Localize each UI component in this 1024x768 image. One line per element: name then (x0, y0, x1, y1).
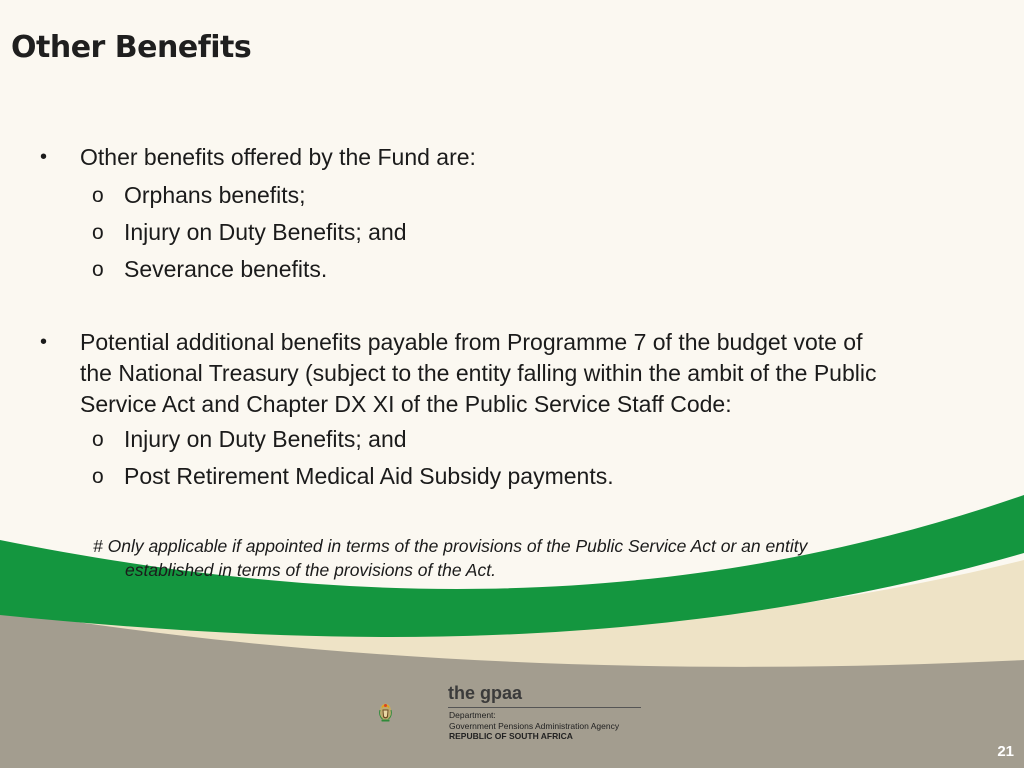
sub-bullet-marker: o (92, 428, 104, 451)
page-number: 21 (997, 743, 1014, 760)
bullet-2-line-2: the National Treasury (subject to the entity falling within the ambit of the Public (80, 360, 877, 386)
logo-divider (448, 707, 641, 708)
bullet-2-line-1: Potential additional benefits payable from Programme 7 of the budget vote of (80, 329, 863, 355)
sub-item-text: Post Retirement Medical Aid Subsidy payments. (124, 463, 614, 489)
list-item (40, 214, 990, 251)
bullet-2-subitems (40, 421, 990, 495)
list-item (40, 421, 990, 458)
sub-item-text: Severance benefits. (124, 256, 328, 282)
footnote-line-1: # Only applicable if appointed in terms of the provisions of the Public Service Act or an entity (93, 536, 808, 556)
bullet-marker: • (40, 146, 48, 168)
sub-bullet-marker: o (92, 221, 104, 244)
bullet-2-line-3: Service Act and Chapter DX XI of the Public Service Staff Code: (80, 391, 732, 417)
sub-bullet-marker: o (92, 465, 104, 488)
bullet-1-text (40, 142, 990, 173)
sub-item-text: Orphans benefits; (124, 182, 306, 208)
sub-item-text: Injury on Duty Benefits; and (124, 219, 407, 245)
footnote-line-2: established in terms of the provisions of the Act. (125, 560, 496, 580)
bullet-1-subitems (40, 177, 990, 288)
bullet-1-line-1: Other benefits offered by the Fund are: (80, 144, 476, 170)
department-block (449, 710, 619, 742)
sub-item-text: Injury on Duty Benefits; and (124, 426, 407, 452)
list-item (40, 251, 990, 288)
dept-label: Department: (449, 710, 496, 720)
country-text: REPUBLIC OF SOUTH AFRICA (449, 731, 573, 741)
sub-bullet-marker: o (92, 184, 104, 207)
bullet-2-text (40, 327, 990, 420)
footnote (93, 534, 943, 582)
slide-title: Other Benefits (11, 30, 252, 65)
bullet-1 (40, 142, 990, 288)
coat-of-arms-icon (378, 671, 448, 755)
bullet-marker: • (40, 331, 48, 353)
gpaa-logo-name: the gpaa (448, 683, 523, 703)
list-item (40, 177, 990, 214)
list-item (40, 458, 990, 495)
agency-name: Government Pensions Administration Agency (449, 720, 620, 731)
bullet-2 (40, 327, 990, 495)
country-name (449, 731, 619, 742)
sub-bullet-marker: o (92, 258, 104, 281)
